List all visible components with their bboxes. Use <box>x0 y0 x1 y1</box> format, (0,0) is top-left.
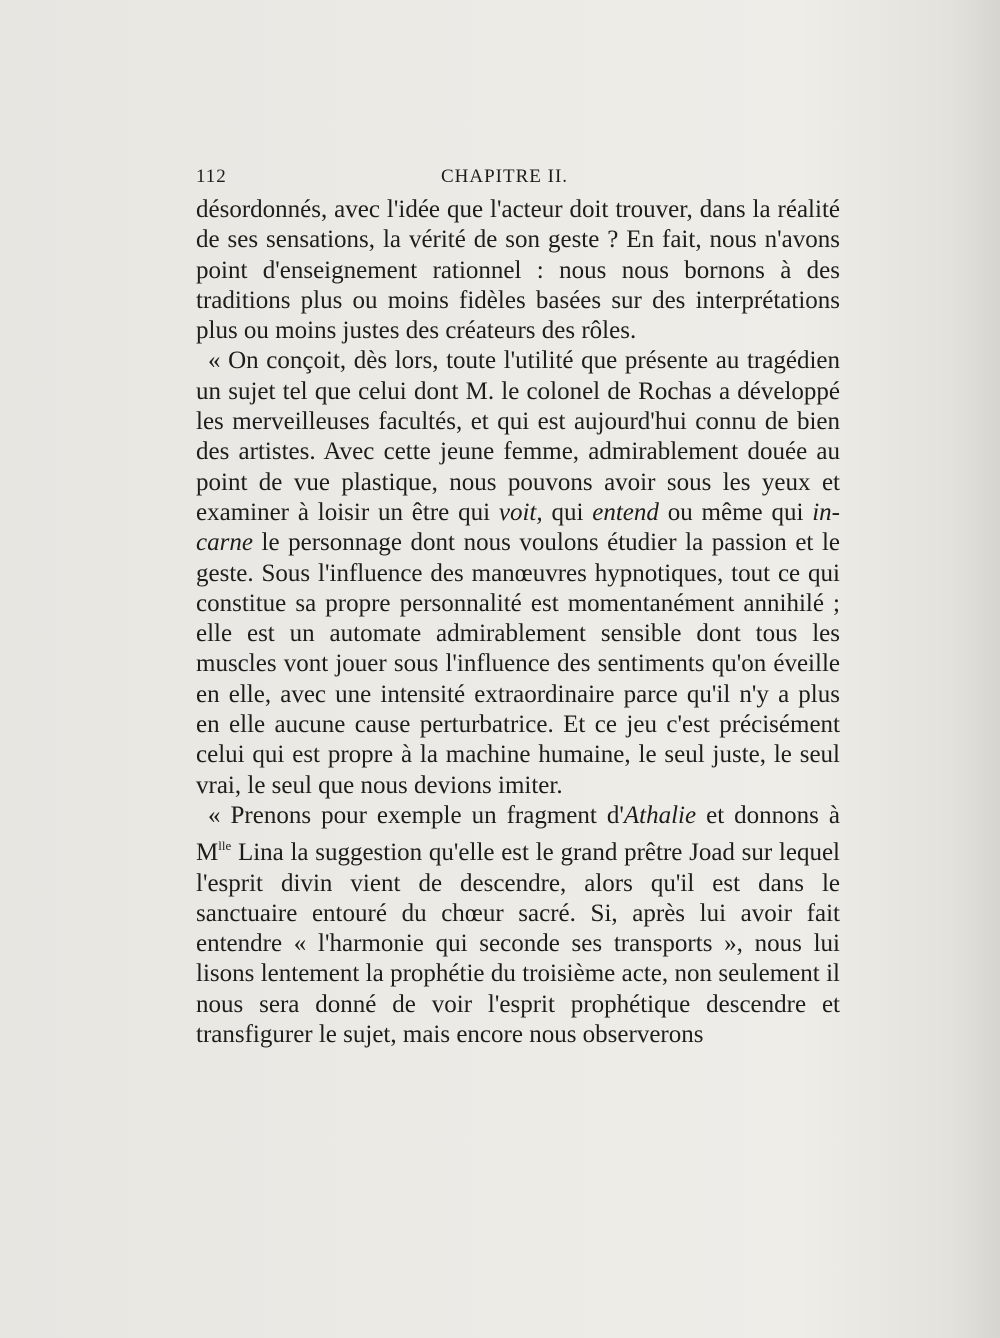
text-run: « On conçoit, dès lors, toute l'utilité que présente au tragédien un sujet tel que celui dont M. le colonel de Rochas a développé les merveilleuses facultés, et qui est aujourd'hui connu de bien des artistes. Avec cette jeune femme, admirablement douée au point de vue plastique, nous pouvons avoir sous les yeux et examiner à loisir un être qui <box>196 347 840 526</box>
text-run: et donnons à M <box>196 801 840 867</box>
text-run: qui <box>542 498 593 526</box>
running-title: CHAPITRE II. <box>441 166 569 187</box>
paragraph <box>196 801 840 1050</box>
text-run: le personnage dont nous voulons étudier la passion et le geste. Sous l'influence des manœuvres hypnotiques, tout ce qui constitue sa propre personnalité est momentanément annihilé ; elle est un automate admirablement sensible dont tous les muscles vont jouer sous l'influence des sentiments qu'on éveille en elle, avec une intensité extraordinaire parce qu'il n'y a plus en elle aucune cause perturbatrice. Et ce jeu c'est précisément celui qui est propre à la machine humaine, le seul juste, le seul vrai, le seul que nous devions imiter. <box>196 529 840 799</box>
text-run: « Prenons pour exemple un fragment d' <box>208 801 624 829</box>
italic-run: incarne <box>196 498 840 557</box>
body-text <box>196 195 840 1050</box>
italic-run: voit, <box>498 498 543 526</box>
italic-run: Athalie <box>623 801 697 829</box>
italic-run: entend <box>592 498 659 526</box>
paragraph: désordonnés, avec l'idée que l'acteur doit trouver, dans la réalité de ses sensations, la vérité de son geste ? En fait, nous n'avons point d'enseignement rationnel : nous nous bornons à des traditions plus ou moins fidèles basées sur des interprétations plus ou moins justes des créateurs des rôles. <box>196 196 840 345</box>
text-run: ou même qui <box>658 498 813 526</box>
paragraph <box>196 346 840 800</box>
page-header <box>196 166 836 192</box>
text-run: Lina la suggestion qu'elle est le grand prêtre Joad sur lequel l'esprit divin vient de descendre, alors qu'il est dans le sanctuaire entouré du chœur sacré. Si, après lui avoir fait entendre « l'harmonie qui seconde ses transports », nous lui lisons lentement la prophétie du troisième acte, non seulement il nous sera donné de voir l'esprit prophétique descendre et transfigurer le sujet, mais encore nous observerons <box>196 839 840 1049</box>
superscript: lle <box>218 838 232 854</box>
page-number: 112 <box>196 166 227 187</box>
